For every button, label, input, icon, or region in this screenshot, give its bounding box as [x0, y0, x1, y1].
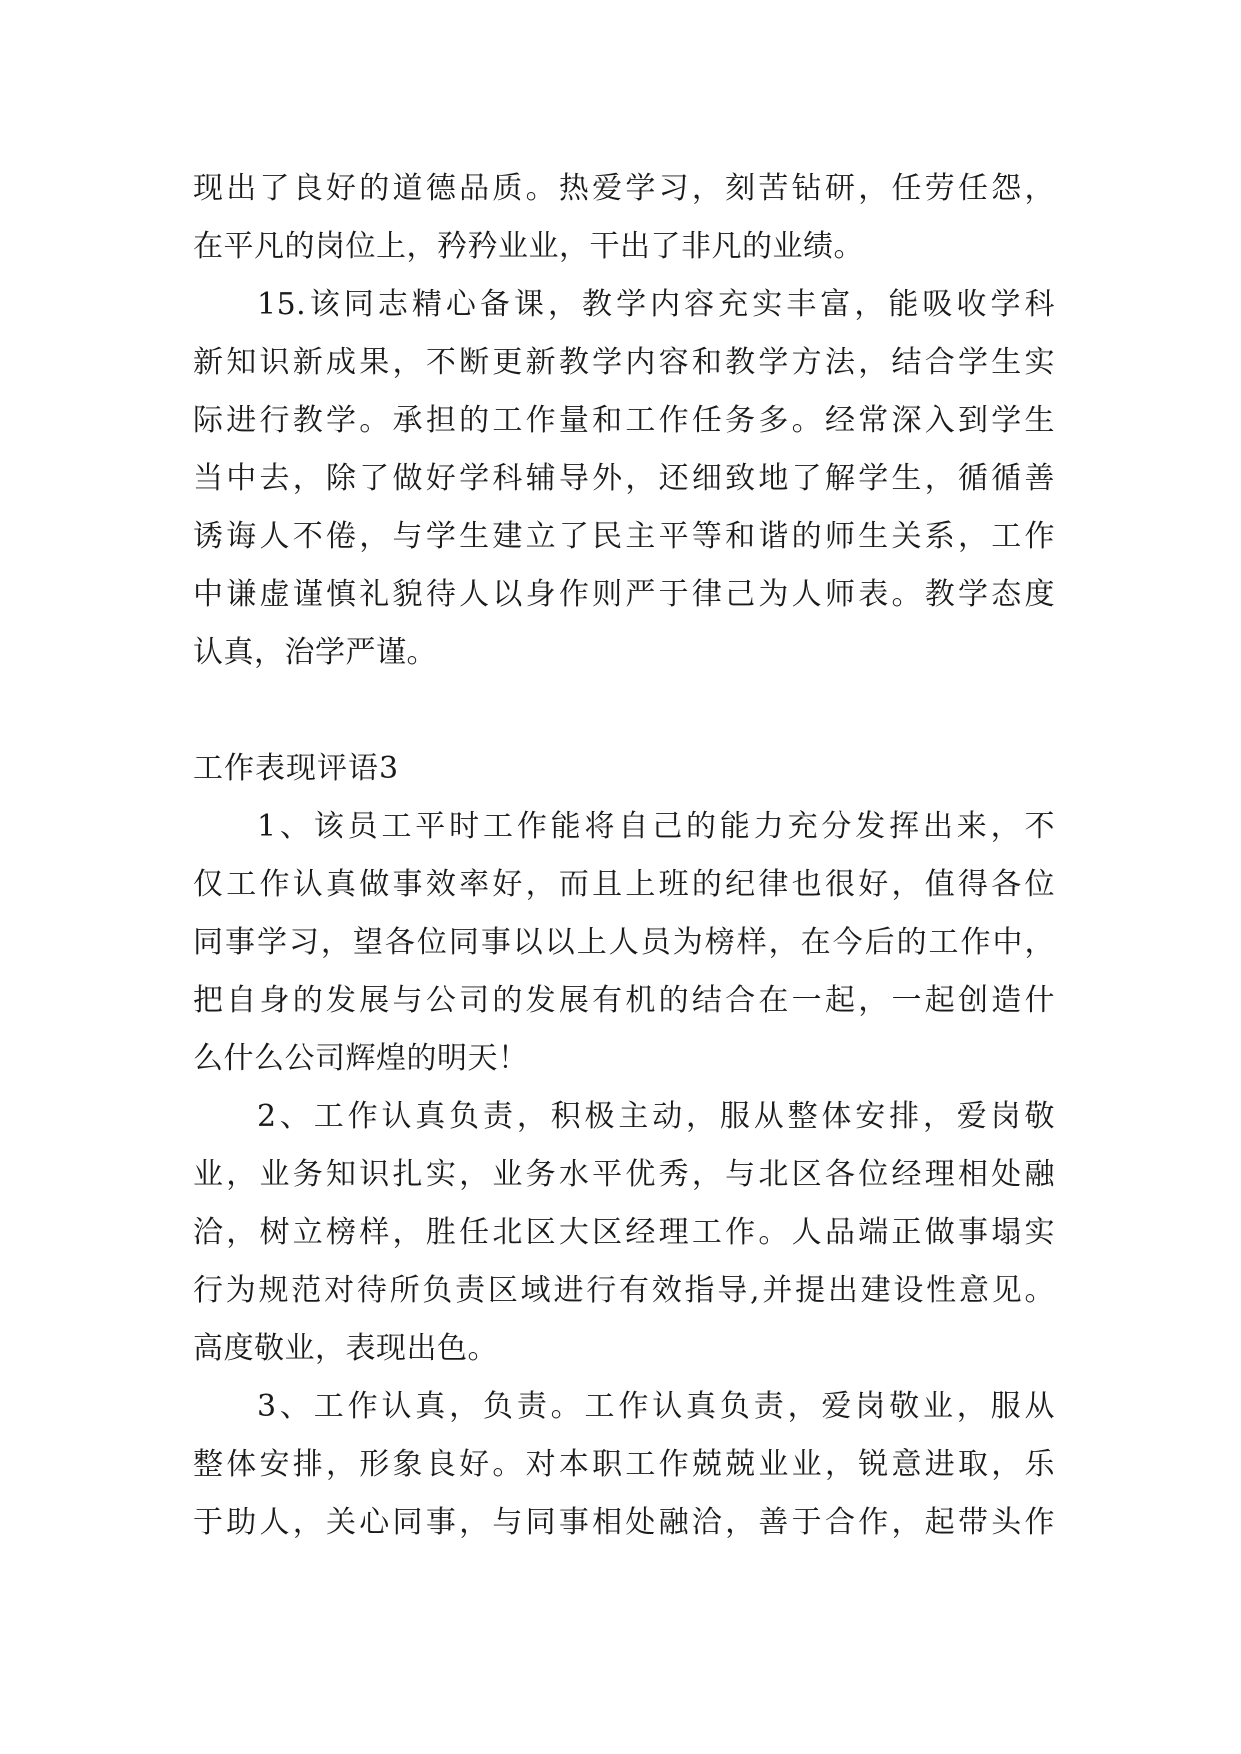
section-heading: 工作表现评语3 — [193, 751, 400, 786]
document-page — [193, 160, 1055, 1552]
text-line: 现出了良好的道德品质。热爱学习，刻苦钻研，任劳任怨， — [193, 171, 1055, 206]
text-line: 认真，治学严谨。 — [193, 635, 437, 670]
text-line: 在平凡的岗位上，矜矜业业，干出了非凡的业绩。 — [193, 229, 864, 264]
text-line: 把自身的发展与公司的发展有机的结合在一起，一起创造什 — [193, 983, 1055, 1018]
text-line: 么什么公司辉煌的明天！ — [193, 1041, 529, 1076]
paragraph-item-15 — [193, 276, 1055, 682]
text-line: 诱诲人不倦，与学生建立了民主平等和谐的师生关系，工作 — [193, 519, 1055, 554]
text-line: 洽，树立榜样，胜任北区大区经理工作。人品端正做事塌实 — [193, 1215, 1055, 1250]
continued-paragraph — [193, 160, 1055, 276]
text-line: 行为规范对待所负责区域进行有效指导,并提出建设性意见。 — [193, 1273, 1055, 1308]
text-line: 1、该员工平时工作能将自己的能力充分发挥出来，不 — [257, 809, 1055, 844]
text-line: 当中去，除了做好学科辅导外，还细致地了解学生，循循善 — [193, 461, 1055, 496]
text-line: 15.该同志精心备课，教学内容充实丰富，能吸收学科 — [257, 287, 1055, 322]
paragraph-item-2 — [193, 1088, 1055, 1378]
text-line: 新知识新成果，不断更新教学内容和教学方法，结合学生实 — [193, 345, 1055, 380]
text-line: 同事学习，望各位同事以以上人员为榜样，在今后的工作中， — [193, 925, 1055, 960]
text-line: 高度敬业，表现出色。 — [193, 1331, 498, 1366]
paragraph-item-1 — [193, 798, 1055, 1088]
text-line: 2、工作认真负责，积极主动，服从整体安排，爱岗敬 — [257, 1099, 1055, 1134]
text-line: 际进行教学。承担的工作量和工作任务多。经常深入到学生 — [193, 403, 1055, 438]
text-line: 业，业务知识扎实，业务水平优秀，与北区各位经理相处融 — [193, 1157, 1055, 1192]
text-line: 仅工作认真做事效率好，而且上班的纪律也很好，值得各位 — [193, 867, 1055, 902]
text-line: 整体安排，形象良好。对本职工作兢兢业业，锐意进取，乐 — [193, 1447, 1055, 1482]
text-line: 中谦虚谨慎礼貌待人以身作则严于律己为人师表。教学态度 — [193, 577, 1055, 612]
text-line: 于助人，关心同事，与同事相处融洽，善于合作，起带头作 — [193, 1505, 1055, 1540]
paragraph-item-3 — [193, 1378, 1055, 1552]
text-line: 3、工作认真，负责。工作认真负责，爱岗敬业，服从 — [257, 1389, 1055, 1424]
